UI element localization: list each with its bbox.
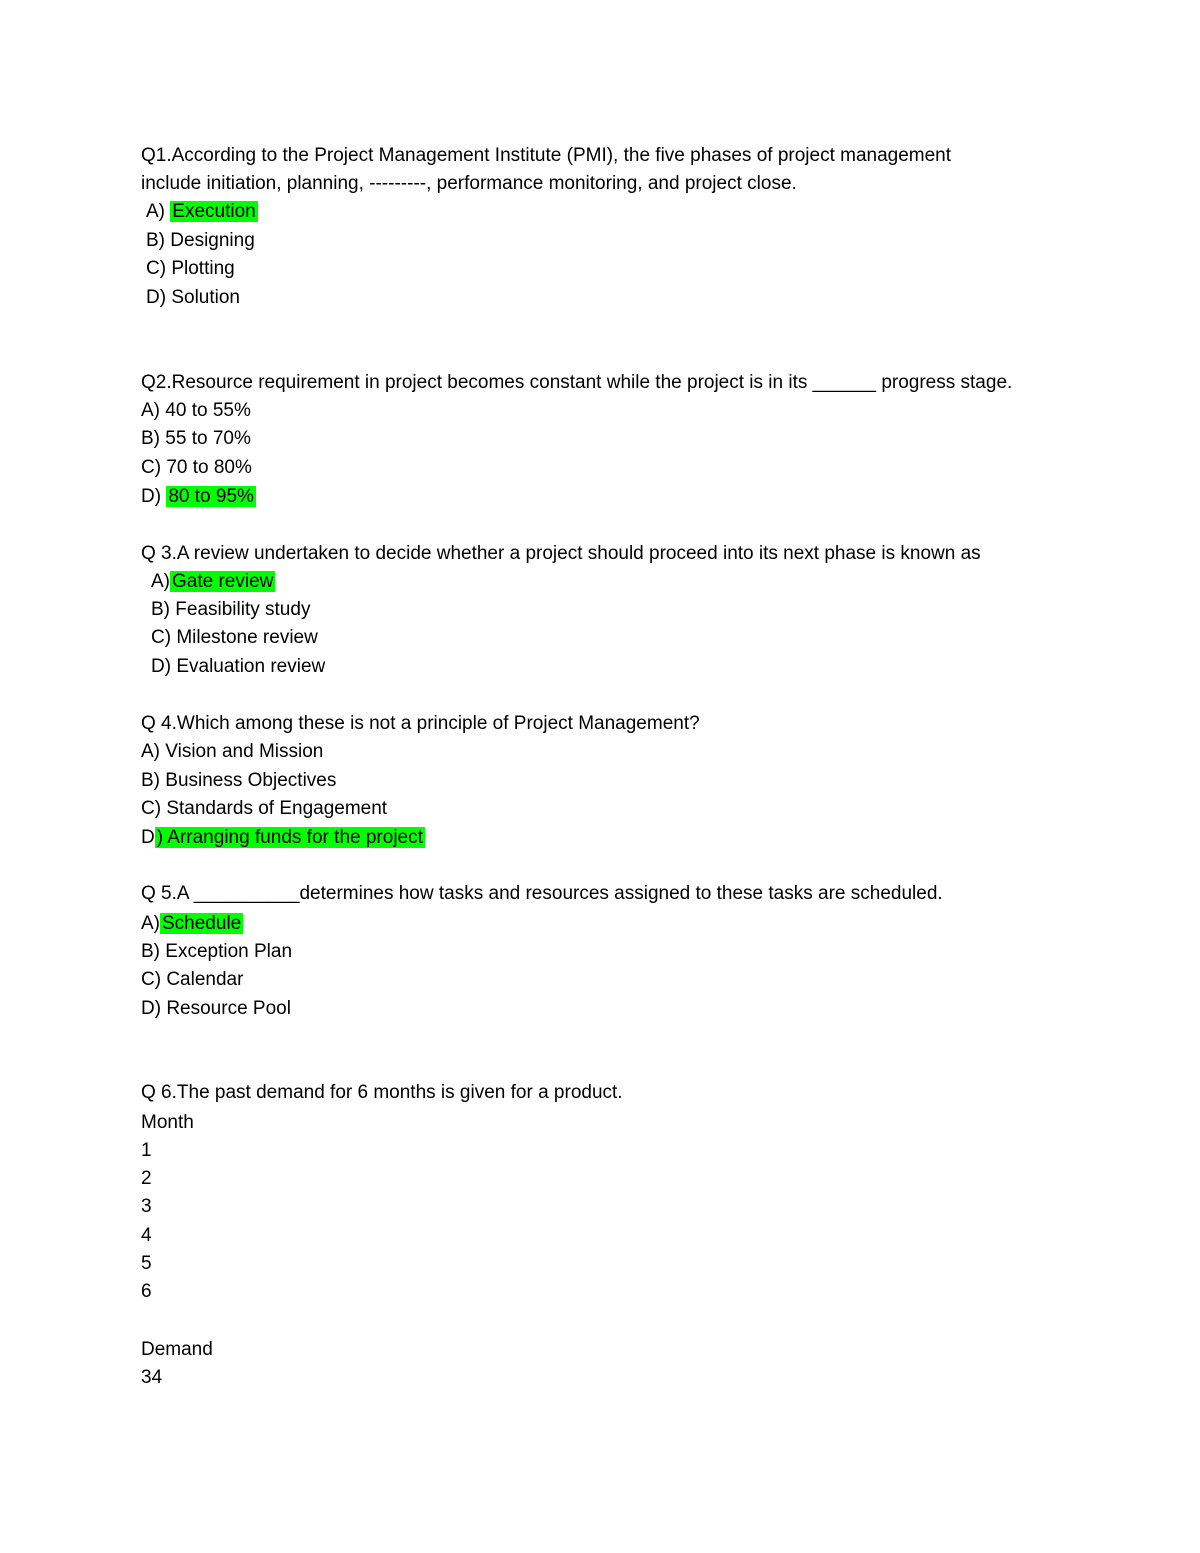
q6-month-value: 6 xyxy=(141,1281,152,1302)
q1-question-line-1: Q1.According to the Project Management Institute (PMI), the five phases of project management xyxy=(141,145,952,166)
q2-option-d-prefix: D) xyxy=(141,486,162,507)
q5-option-a xyxy=(141,910,243,938)
q1-option-a-answer-highlight: Execution xyxy=(172,201,256,222)
q4-option-c: C) Standards of Engagement xyxy=(141,798,388,819)
q4-option-a: A) Vision and Mission xyxy=(141,741,324,762)
q3-option-d: D) Evaluation review xyxy=(151,656,326,677)
q6-month-header: Month xyxy=(141,1112,194,1133)
q3-option-a-prefix: A) xyxy=(151,571,170,592)
q1-option-b: B) Designing xyxy=(146,230,255,251)
q3-option-a-answer-highlight: Gate review xyxy=(172,571,274,592)
q6-question: Q 6.The past demand for 6 months is given for a product. xyxy=(141,1082,623,1103)
q2-option-b: B) 55 to 70% xyxy=(141,428,251,449)
q2-question: Q2.Resource requirement in project becomes constant while the project is in its ______ progress stage. xyxy=(141,372,1013,393)
q4-option-d-prefix: D xyxy=(141,827,155,848)
q5-option-c: C) Calendar xyxy=(141,969,244,990)
q1-option-d: D) Solution xyxy=(146,287,240,308)
q6-month-value: 2 xyxy=(141,1168,152,1189)
q6-demand-header: Demand xyxy=(141,1339,213,1360)
q6-month-value: 5 xyxy=(141,1253,152,1274)
q4-option-d-answer-highlight: ) Arranging funds for the project xyxy=(156,827,423,848)
q3-option-a xyxy=(151,568,275,596)
q4-question: Q 4.Which among these is not a principle of Project Management? xyxy=(141,713,700,734)
q4-option-d xyxy=(141,824,425,852)
q3-option-c: C) Milestone review xyxy=(151,627,318,648)
q3-option-b: B) Feasibility study xyxy=(151,599,311,620)
q1-option-a-prefix: A) xyxy=(146,201,165,222)
q6-month-value: 4 xyxy=(141,1225,152,1246)
q5-option-b: B) Exception Plan xyxy=(141,941,293,962)
q2-option-a: A) 40 to 55% xyxy=(141,400,251,421)
q2-option-d xyxy=(141,483,256,511)
q5-option-a-answer-highlight: Schedule xyxy=(162,913,242,934)
q6-month-value: 3 xyxy=(141,1196,152,1217)
q2-option-d-answer-highlight: 80 to 95% xyxy=(168,486,254,507)
q5-option-d: D) Resource Pool xyxy=(141,998,291,1019)
q5-option-a-prefix: A) xyxy=(141,913,160,934)
q1-option-a xyxy=(146,198,258,226)
q2-option-c: C) 70 to 80% xyxy=(141,457,252,478)
q6-demand-value: 34 xyxy=(141,1367,163,1388)
q6-month-value: 1 xyxy=(141,1140,152,1161)
q3-question: Q 3.A review undertaken to decide whether a project should proceed into its next phase is known as xyxy=(141,543,981,564)
q1-question-line-2: include initiation, planning, ---------, performance monitoring, and project close. xyxy=(141,173,797,194)
q5-question: Q 5.A __________determines how tasks and resources assigned to these tasks are scheduled. xyxy=(141,883,943,904)
q4-option-b: B) Business Objectives xyxy=(141,770,337,791)
q1-option-c: C) Plotting xyxy=(146,258,235,279)
